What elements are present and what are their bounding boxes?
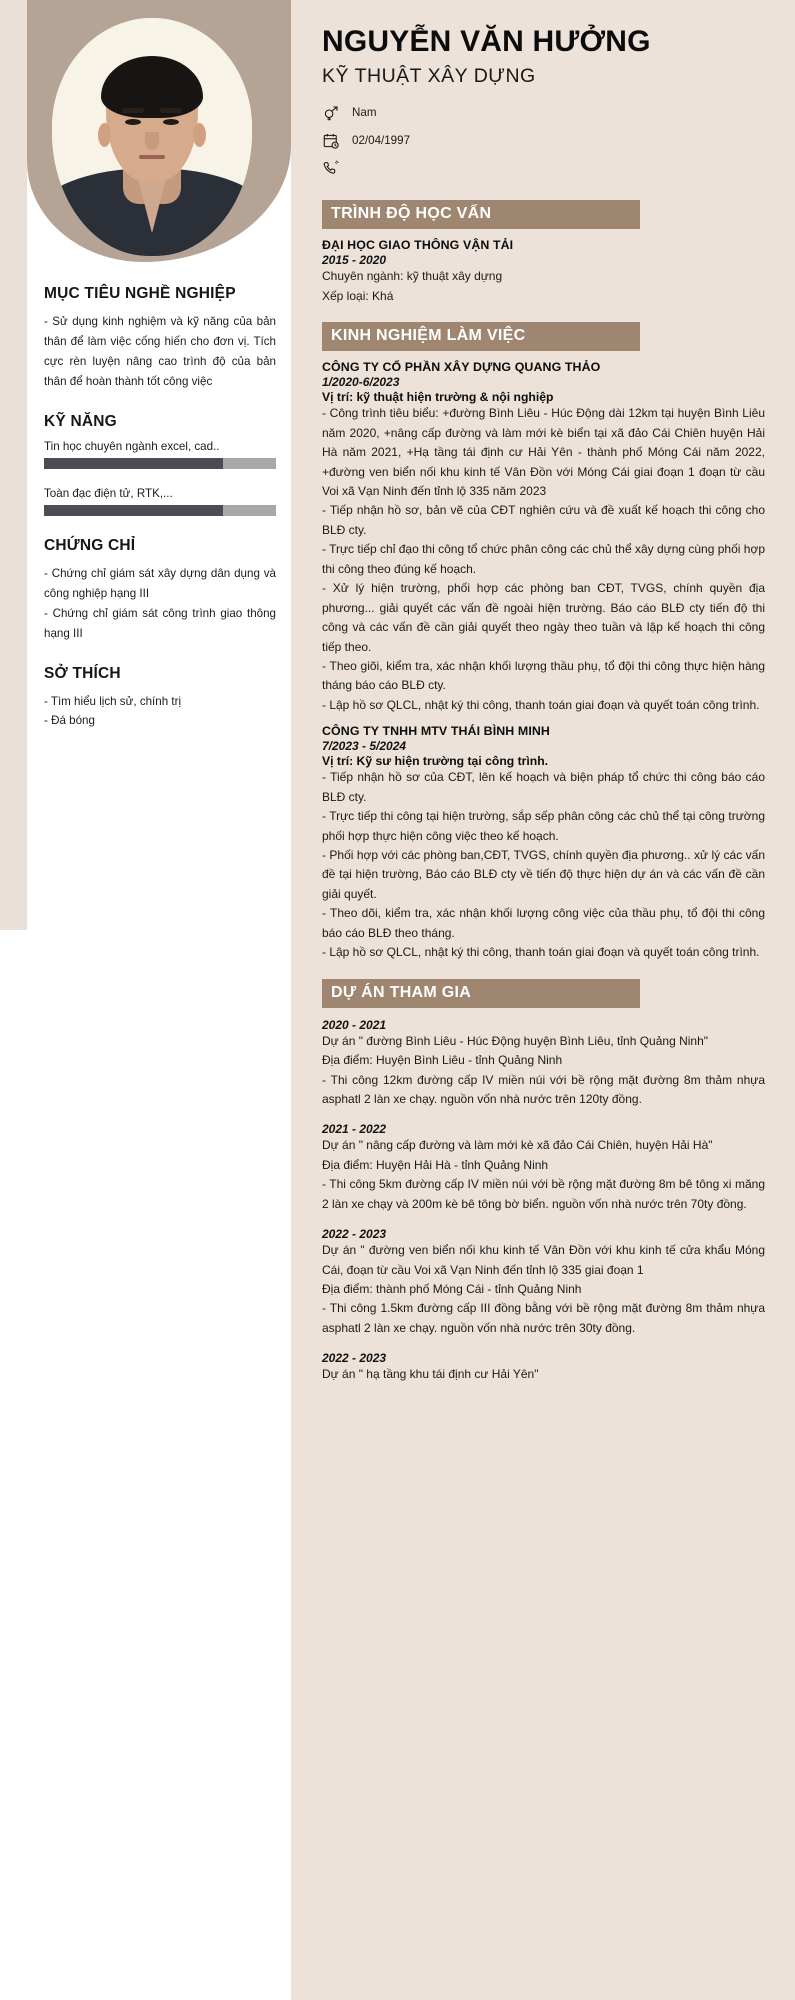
job-bullet: - Công trình tiêu biểu: +đường Bình Liêu - Húc Động dài 12km tại huyện Bình Liêu năm 2020, +nâng cấp đường và làm mới kè biển tại xã đảo Cái Chiên huyện Hải Hà năm 2021, +Hạ tầng tái định cư Hải Yên - thành phố Móng Cái năm 2022, +đường ven biển nối khu kinh tế Vân Đồn với Móng Cái giai đoạn 1 đoạn từ cầu Voi xã Vạn Ninh đến tỉnh lộ 335 năm 2023	[322, 406, 765, 499]
job-bullet: - Theo giõi, kiểm tra, xác nhận khối lượng thầu phụ, tổ đội thi công thực hiện hàng tháng báo cáo BLĐ cty.	[322, 658, 765, 693]
projects-band: DỰ ÁN THAM GIA	[322, 979, 640, 1008]
project-name: Dự án " nâng cấp đường và làm mới kè xã đảo Cái Chiên, huyện Hải Hà"	[322, 1138, 713, 1153]
project-item	[322, 1227, 765, 1338]
project-location: Địa điểm: Huyện Hải Hà - tỉnh Quảng Ninh	[322, 1157, 549, 1172]
gender-value: Nam	[352, 106, 377, 120]
project-period: 2021 - 2022	[322, 1122, 387, 1137]
job-bullet: - Tiếp nhận hồ sơ, bản vẽ của CĐT nghiên cứu và đề xuất kế hoạch thi công cho BLĐ cty.	[322, 503, 765, 537]
project-item	[322, 1018, 765, 1110]
certificate-item: - Chứng chỉ giám sát công trình giao thông hạng III	[44, 606, 276, 640]
job-bullet: - Lập hồ sơ QLCL, nhật ký thi công, thanh toán giai đoạn và quyết toán công trình.	[322, 945, 760, 960]
project-detail: - Thi công 5km đường cấp IV miền núi với bề rộng mặt đường 8m bê tông xi măng 2 làn xe chạy và 200m kè bê tông bờ biển. nguồn vốn nhà nước trên 70ty đồng.	[322, 1177, 765, 1211]
project-location: Địa điểm: thành phố Móng Cái - tỉnh Quảng Ninh	[322, 1282, 582, 1297]
job-title: KỸ THUẬT XÂY DỰNG	[322, 65, 536, 88]
calendar-icon	[322, 132, 340, 150]
hobby-item: - Tìm hiểu lịch sử, chính trị	[44, 694, 182, 708]
job-bullet: - Xử lý hiện trường, phối hợp các phòng ban CĐT, TVGS, chính quyền địa phương... giải quyết các vấn đề ngoài hiện trường. Báo cáo BLĐ cty tiến độ thi công và các vấn đề cần giải quyết theo ngày theo tuần và lập kế hoạch thi công tiếp theo.	[322, 581, 765, 654]
job-period: 1/2020-6/2023	[322, 375, 400, 390]
experience-job	[322, 360, 765, 715]
avatar	[52, 18, 252, 256]
experience-band: KINH NGHIỆM LÀM VIỆC	[322, 322, 640, 351]
skill-item	[44, 440, 276, 469]
project-item	[322, 1351, 765, 1384]
decorative-stripe	[0, 0, 27, 930]
skill-bar-track	[44, 505, 276, 516]
experience-job	[322, 724, 765, 962]
skill-bar-fill	[44, 458, 223, 469]
skill-label: Toàn đạc điện tử, RTK,...	[44, 486, 173, 500]
certificate-item: - Chứng chỉ giám sát xây dựng dân dụng và công nghiệp hạng III	[44, 566, 276, 600]
hobbies-title: SỞ THÍCH	[44, 664, 121, 682]
job-role: Vị trí: kỹ thuật hiện trường & nội nghiệp	[322, 390, 554, 405]
section-certificates	[44, 537, 276, 644]
project-location: Địa điểm: Huyện Bình Liêu - tỉnh Quảng Ninh	[322, 1053, 563, 1068]
job-bullet: - Phối hợp với các phòng ban,CĐT, TVGS, chính quyền địa phương.. xử lý các vấn đề tại hiện trường, Báo cáo BLĐ cty về tiến độ thực hiện dự án và các vấn đề cần giải quyết.	[322, 848, 765, 901]
skill-label: Tin học chuyên ngành excel, cad..	[44, 439, 220, 453]
project-name: Dự án " hạ tầng khu tái định cư Hải Yên"	[322, 1367, 539, 1382]
company-name: CÔNG TY CỔ PHẦN XÂY DỰNG QUANG THẢO	[322, 360, 601, 375]
skill-bar-fill	[44, 505, 223, 516]
education-period: 2015 - 2020	[322, 253, 387, 268]
sidebar	[0, 0, 291, 2000]
project-period: 2020 - 2021	[322, 1017, 387, 1032]
education-band: TRÌNH ĐỘ HỌC VẤN	[322, 200, 640, 229]
section-projects	[322, 1018, 765, 1385]
section-hobbies	[44, 665, 276, 732]
job-role: Vị trí: Kỹ sư hiện trường tại công trình.	[322, 754, 549, 769]
project-detail: - Thi công 12km đường cấp IV miền núi với bề rộng mặt đường 8m thảm nhựa asphatl 2 làn xe chạy. nguồn vốn nhà nước trên 120ty đồng.	[322, 1072, 765, 1106]
job-bullet: - Theo dõi, kiểm tra, xác nhận khối lượng công việc của thầu phụ, tổ đội thi công báo cáo BLĐ theo tháng.	[322, 906, 765, 940]
section-education	[322, 238, 765, 306]
profile-photo	[52, 18, 252, 256]
contact-birthdate	[322, 128, 765, 153]
school-name: ĐẠI HỌC GIAO THÔNG VẬN TẢI	[322, 238, 514, 253]
skill-item	[44, 487, 276, 516]
objective-title: MỤC TIÊU NGHỀ NGHIỆP	[44, 285, 236, 302]
main-content	[291, 0, 795, 2000]
section-experience	[322, 360, 765, 962]
job-period: 7/2023 - 5/2024	[322, 739, 407, 754]
sidebar-content	[44, 285, 276, 752]
education-major: Chuyên ngành: kỹ thuật xây dựng	[322, 269, 503, 284]
education-grade: Xếp loại: Khá	[322, 288, 394, 303]
phone-icon	[322, 160, 340, 178]
job-bullet: - Trực tiếp thi công tại hiện trường, sắp sếp phân công các chủ thể tại công trường phối hợp thực hiện công việc theo kế hoạch.	[322, 809, 765, 843]
job-bullet: - Tiếp nhận hồ sơ của CĐT, lên kế hoạch và biện pháp tổ chức thi công báo cáo BLĐ cty.	[322, 770, 765, 804]
objective-text: - Sử dụng kinh nghiệm và kỹ năng của bản thân để làm việc cống hiến cho đơn vị. Tích cực rèn luyện nâng cao trình độ của bản thân để hoàn thành tốt công việc	[44, 315, 276, 388]
gender-icon	[322, 104, 340, 122]
section-skills	[44, 413, 276, 516]
skill-bar-track	[44, 458, 276, 469]
certificates-title: CHỨNG CHỈ	[44, 536, 136, 554]
project-item	[322, 1122, 765, 1214]
skills-title: KỸ NĂNG	[44, 412, 117, 430]
section-objective	[44, 285, 276, 392]
page-title: NGUYỄN VĂN HƯỞNG	[322, 25, 651, 58]
project-name: Dự án " đường ven biển nối khu kinh tế Vân Đồn với khu kinh tế cửa khẩu Móng Cái, đoạn từ cầu Voi xã Vạn Ninh đến tỉnh lộ 335 giai đoạn 1	[322, 1243, 765, 1277]
project-detail: - Thi công 1.5km đường cấp III đồng bằng với bề rộng mặt đường 8m thảm nhựa asphatl 2 làn xe chạy. nguồn vốn nhà nước trên 30ty đồng.	[322, 1301, 765, 1335]
contact-phone	[322, 156, 765, 181]
project-name: Dự án " đường Bình Liêu - Húc Động huyện Bình Liêu, tỉnh Quảng Ninh"	[322, 1033, 709, 1048]
birthdate-value: 02/04/1997	[352, 134, 411, 148]
job-bullet: - Trực tiếp chỉ đạo thi công tổ chức phân công các chủ thể xây dựng cùng phối hợp thi công theo đúng kế hoạch.	[322, 542, 765, 576]
job-bullet: - Lập hồ sơ QLCL, nhật ký thi công, thanh toán giai đoạn và quyết toán công trình.	[322, 697, 760, 712]
company-name: CÔNG TY TNHH MTV THÁI BÌNH MINH	[322, 724, 550, 739]
hobby-item: - Đá bóng	[44, 714, 95, 728]
project-period: 2022 - 2023	[322, 1227, 387, 1242]
project-period: 2022 - 2023	[322, 1351, 387, 1366]
contact-gender	[322, 100, 765, 125]
